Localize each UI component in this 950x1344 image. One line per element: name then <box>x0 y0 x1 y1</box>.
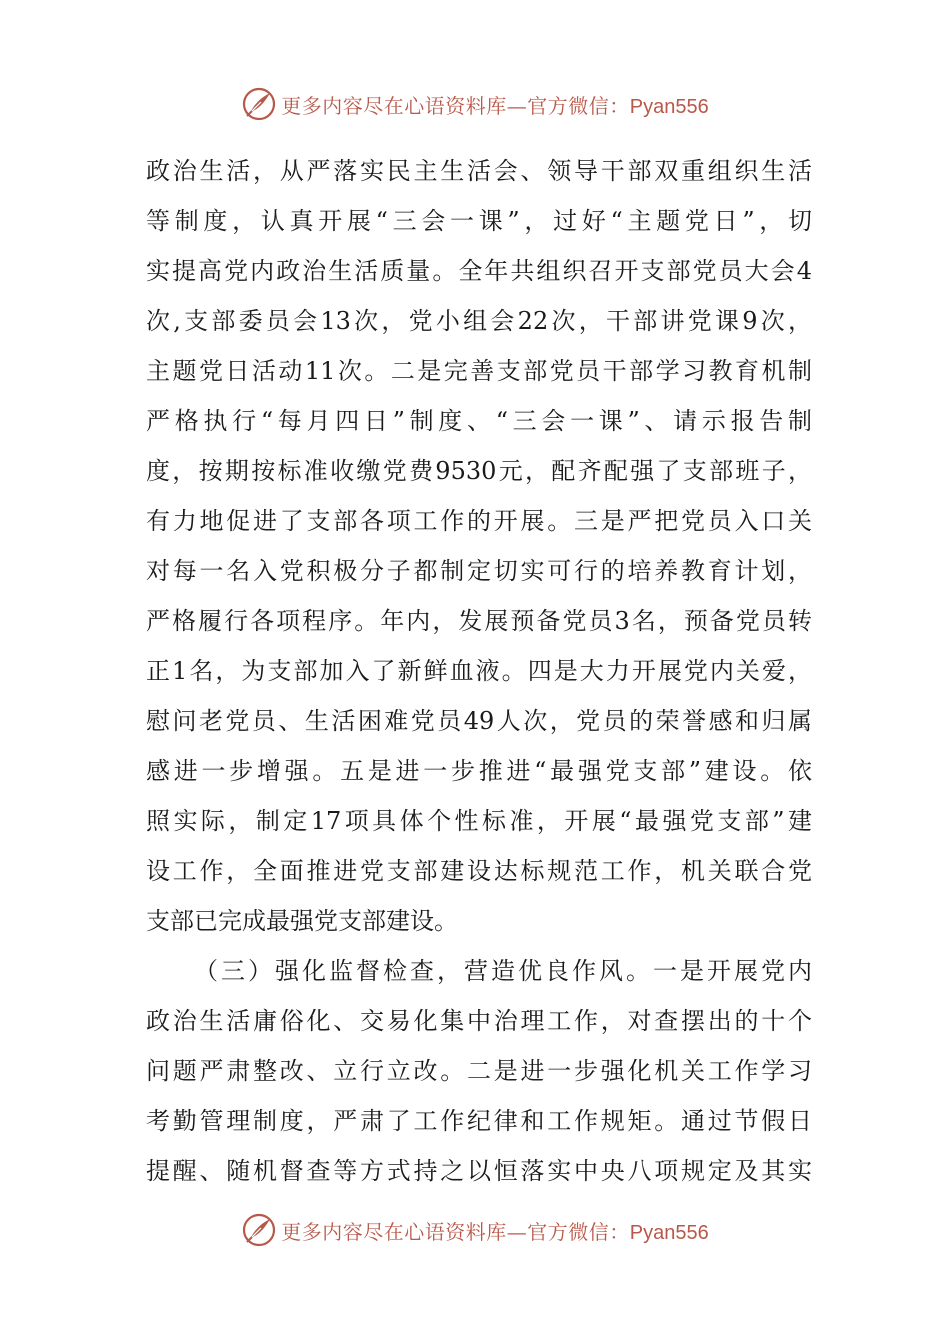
quill-pen-logo-icon <box>241 1212 277 1248</box>
document-body <box>146 146 812 1196</box>
text-line: 对每一名入党积极分子都制定切实可行的培养教育计划， <box>146 557 812 585</box>
text-line: 严格履行各项程序。年内，发展预备党员3名，预备党员转 <box>146 607 812 635</box>
text-line: 问题严肃整改、立行立改。二是进一步强化机关工作学习 <box>146 1057 812 1085</box>
text-line: 提醒、随机督查等方式持之以恒落实中央八项规定及其实 <box>146 1157 812 1185</box>
text-line: 照实际，制定17项具体个性标准，开展“最强党支部”建 <box>146 807 812 835</box>
header-watermark <box>0 84 950 124</box>
footer-watermark <box>0 1210 950 1250</box>
section-heading-line: （三）强化监督检查，营造优良作风。一是开展党内 <box>194 957 812 985</box>
text-line: 严格执行“每月四日”制度、“三会一课”、请示报告制 <box>146 407 812 435</box>
text-line: 支部已完成最强党支部建设。 <box>146 907 458 935</box>
text-line: 考勤管理制度，严肃了工作纪律和工作规矩。通过节假日 <box>146 1107 812 1135</box>
quill-pen-logo-icon <box>241 86 277 122</box>
text-line: 感进一步增强。五是进一步推进“最强党支部”建设。依 <box>146 757 812 785</box>
text-line: 设工作，全面推进党支部建设达标规范工作，机关联合党 <box>146 857 812 885</box>
text-line: 主题党日活动11次。二是完善支部党员干部学习教育机制 <box>146 357 812 385</box>
text-line: 次,支部委员会13次，党小组会22次，干部讲党课9次， <box>146 307 812 335</box>
text-line: 正1名，为支部加入了新鲜血液。四是大力开展党内关爱， <box>146 657 812 685</box>
watermark-text: 更多内容尽在心语资料库—官方微信：Pyan556 <box>281 1219 709 1244</box>
watermark-text: 更多内容尽在心语资料库—官方微信：Pyan556 <box>281 93 709 118</box>
text-line: 慰问老党员、生活困难党员49人次，党员的荣誉感和归属 <box>146 707 812 735</box>
text-line: 度，按期按标准收缴党费9530元，配齐配强了支部班子， <box>146 457 812 485</box>
text-line: 政治生活庸俗化、交易化集中治理工作，对查摆出的十个 <box>146 1007 812 1035</box>
text-line: 实提高党内政治生活质量。全年共组织召开支部党员大会4 <box>146 257 812 285</box>
text-line: 等制度，认真开展“三会一课”，过好“主题党日”，切 <box>146 207 812 235</box>
text-line: 政治生活，从严落实民主生活会、领导干部双重组织生活 <box>146 157 812 185</box>
text-line: 有力地促进了支部各项工作的开展。三是严把党员入口关 <box>146 507 812 535</box>
